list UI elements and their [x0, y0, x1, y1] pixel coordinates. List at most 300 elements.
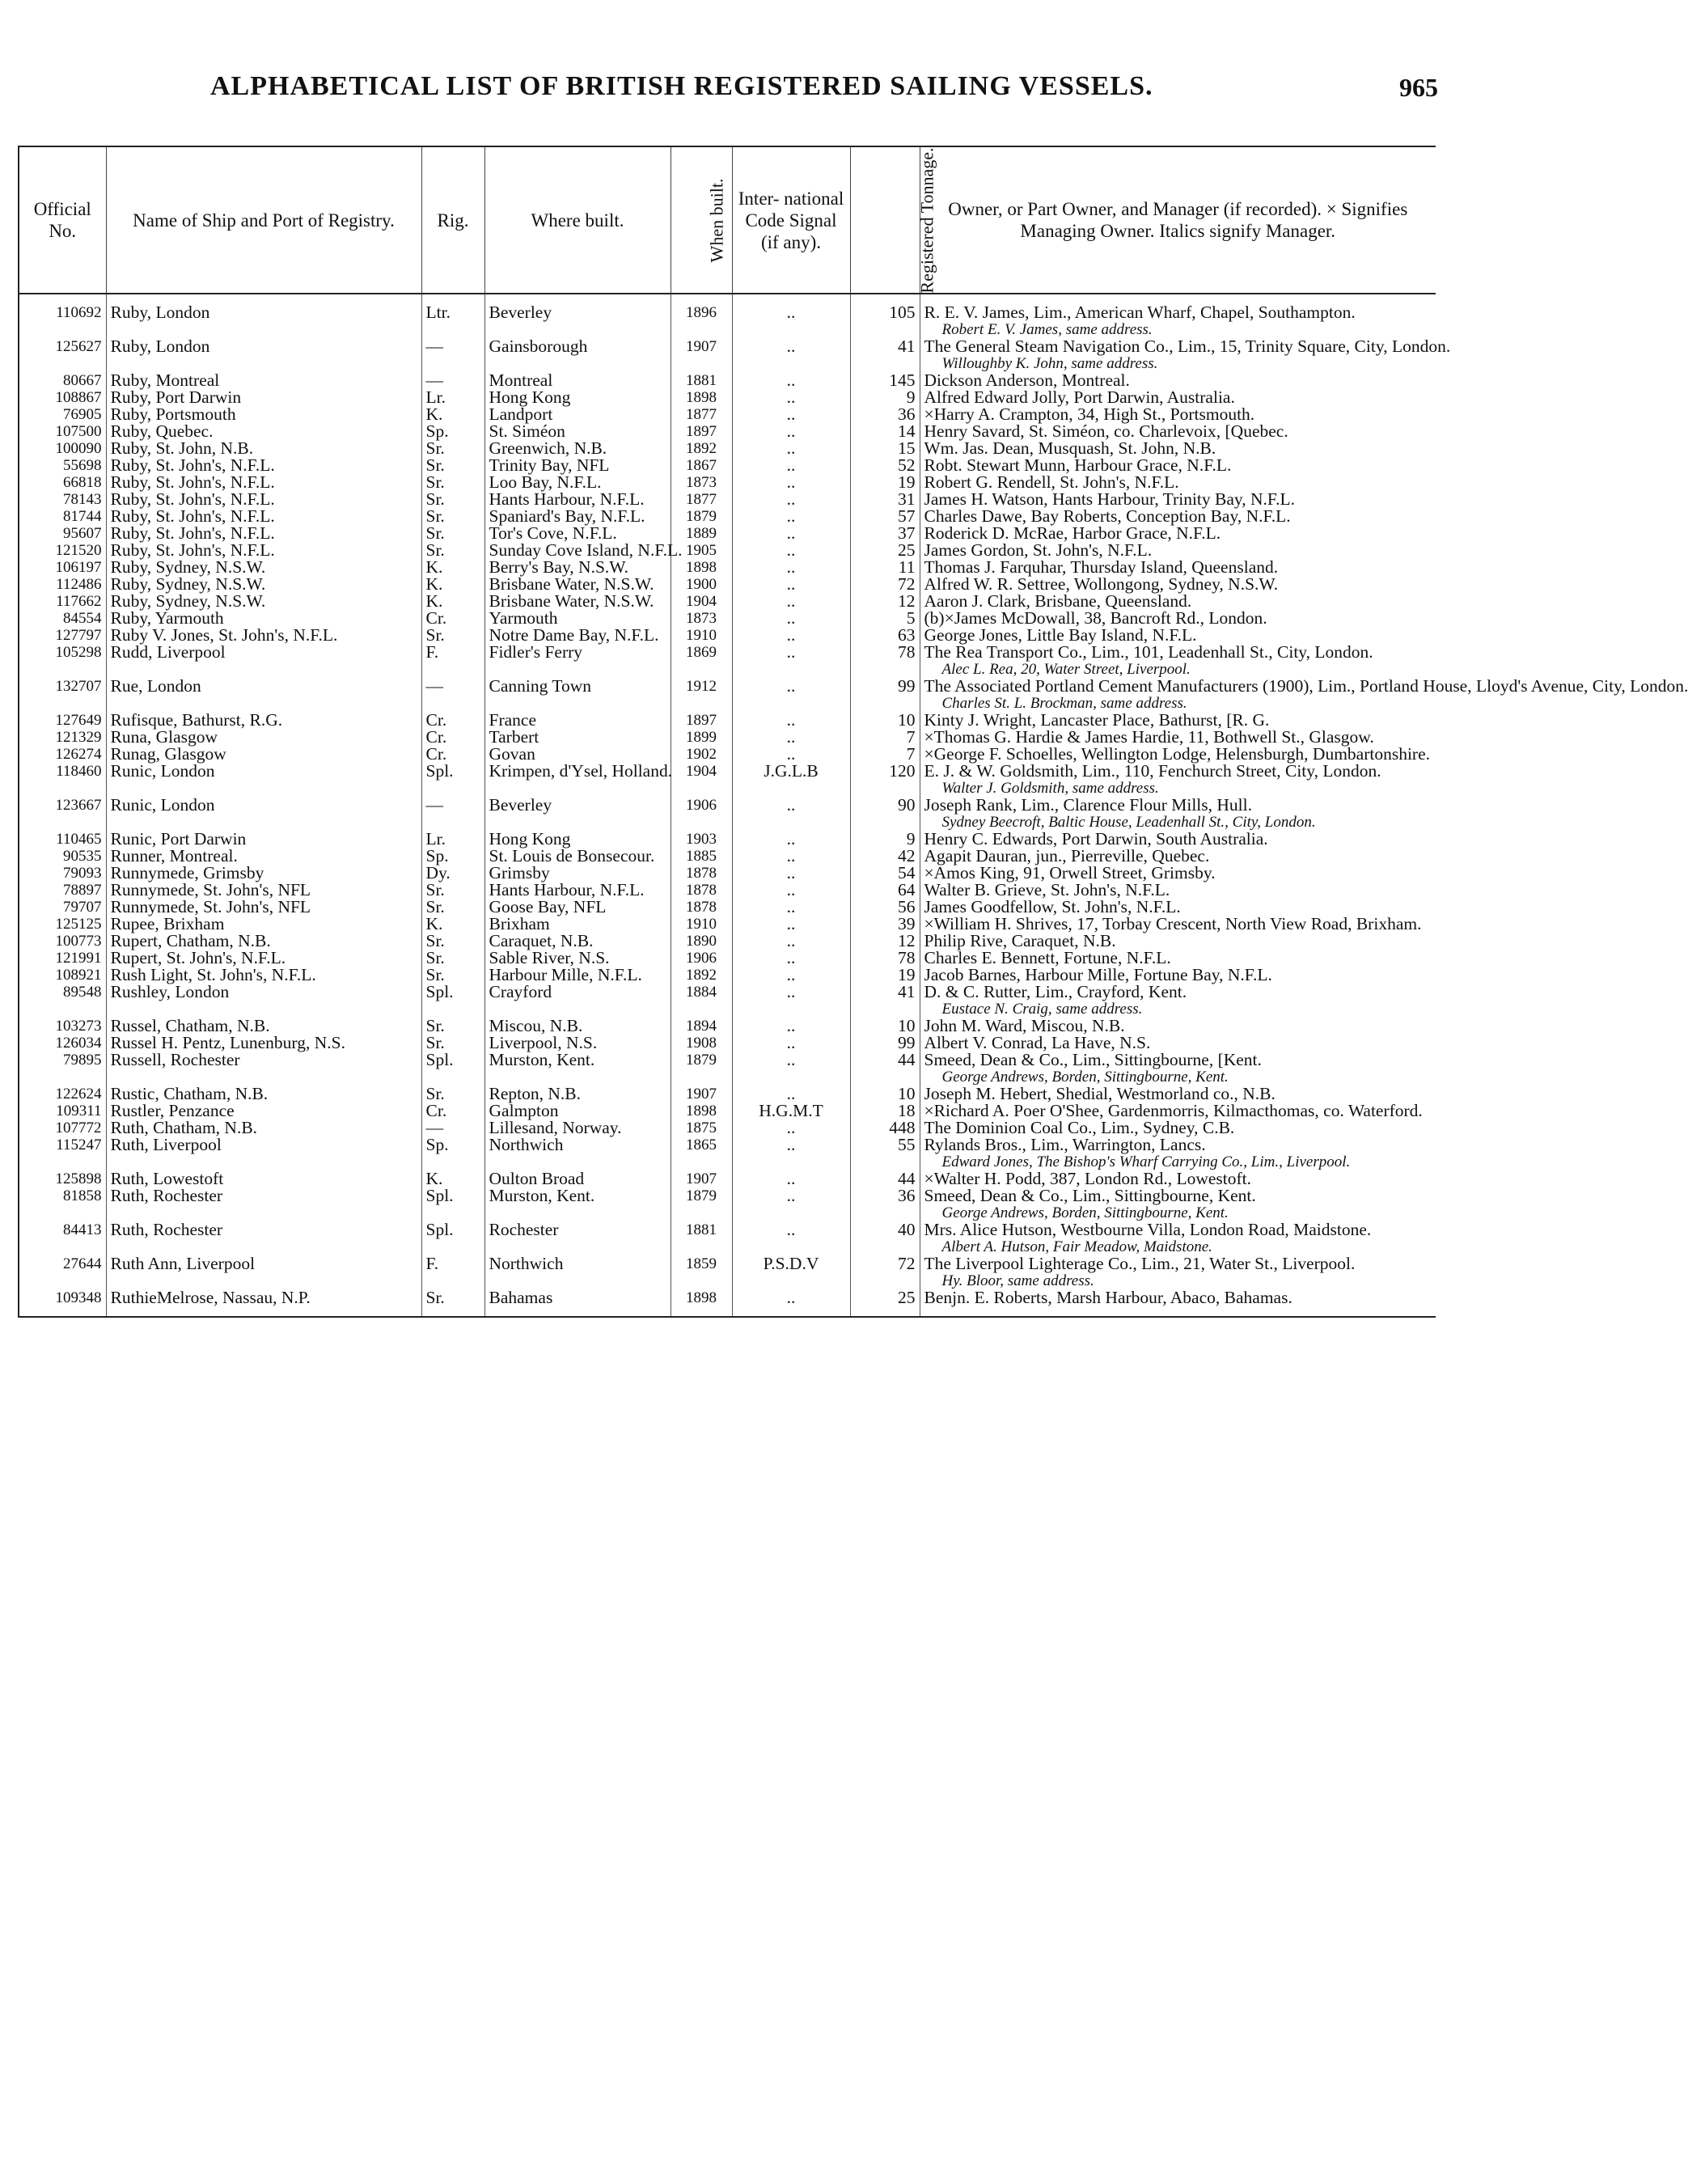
rig: Spl.: [421, 1221, 484, 1255]
where-built: Miscou, N.B.: [484, 1018, 671, 1035]
tonnage: 37: [850, 525, 920, 542]
official-no: 84554: [19, 610, 106, 627]
when-built: 1912: [671, 678, 732, 712]
ship-name: Rupert, Chatham, N.B.: [106, 933, 421, 950]
when-built: 1907: [671, 1086, 732, 1103]
official-no: 127797: [19, 627, 106, 644]
vessel-rows: [19, 294, 1688, 1317]
ship-name: Ruby, Montreal: [106, 372, 421, 389]
tonnage: 120: [850, 763, 920, 797]
owner: The Dominion Coal Co., Lim., Sydney, C.B.: [924, 1118, 1235, 1137]
rig: K.: [421, 1170, 484, 1187]
where-built: Murston, Kent.: [484, 1052, 671, 1086]
tonnage: 55: [850, 1136, 920, 1170]
rig: Lr.: [421, 389, 484, 406]
official-no: 108867: [19, 389, 106, 406]
vessel-row: [19, 984, 1436, 1018]
owner: ×George F. Schoelles, Wellington Lodge, Helensburgh, Dumbartonshire.: [924, 744, 1431, 764]
owner: Joseph Rank, Lim., Clarence Flour Mills, Hull.: [924, 795, 1252, 815]
owner: Robert G. Rendell, St. John's, N.F.L.: [924, 472, 1179, 492]
rig: Spl.: [421, 763, 484, 797]
signal: ..: [732, 1187, 850, 1221]
where-built: France: [484, 712, 671, 729]
official-no: 110465: [19, 831, 106, 848]
signal: ..: [732, 593, 850, 610]
owner-cell: [920, 984, 1436, 1018]
vessel-row: [19, 899, 1436, 916]
signal: ..: [732, 746, 850, 763]
official-no: 121329: [19, 729, 106, 746]
where-built: Govan: [484, 746, 671, 763]
where-built: Trinity Bay, NFL: [484, 457, 671, 474]
owner-cell: [920, 457, 1436, 474]
ship-name: Ruby, St. John's, N.F.L.: [106, 457, 421, 474]
tonnage: 448: [850, 1120, 920, 1136]
signal: ..: [732, 1086, 850, 1103]
signal: ..: [732, 831, 850, 848]
signal: P.S.D.V: [732, 1255, 850, 1289]
when-built: 1903: [671, 831, 732, 848]
tonnage: 44: [850, 1170, 920, 1187]
signal: ..: [732, 1170, 850, 1187]
owner: Alfred Edward Jolly, Port Darwin, Australia.: [924, 387, 1235, 407]
where-built: St. Louis de Bonsecour.: [484, 848, 671, 865]
official-no: 115247: [19, 1136, 106, 1170]
vessel-row: [19, 542, 1436, 559]
vessel-row: [19, 797, 1436, 831]
official-no: 125898: [19, 1170, 106, 1187]
vessel-row: [19, 865, 1436, 882]
ship-name: Ruth, Rochester: [106, 1221, 421, 1255]
owner: Agapit Dauran, jun., Pierreville, Quebec.: [924, 846, 1210, 866]
rig: Sr.: [421, 950, 484, 967]
official-no: 110692: [19, 294, 106, 338]
tonnage: 19: [850, 474, 920, 491]
signal: ..: [732, 627, 850, 644]
where-built: Rochester: [484, 1221, 671, 1255]
tonnage: 56: [850, 899, 920, 916]
signal: ..: [732, 712, 850, 729]
manager: Hy. Bloor, same address.: [941, 1272, 1094, 1289]
signal: ..: [732, 797, 850, 831]
owner: James H. Watson, Hants Harbour, Trinity Bay, N.F.L.: [924, 489, 1296, 509]
where-built: Beverley: [484, 797, 671, 831]
rig: K.: [421, 576, 484, 593]
when-built: 1908: [671, 1035, 732, 1052]
when-built: 1898: [671, 559, 732, 576]
vessel-row: [19, 1086, 1436, 1103]
ship-name: Ruby, St. John's, N.F.L.: [106, 491, 421, 508]
owner: Henry Savard, St. Siméon, co. Charlevoix, [Quebec.: [924, 421, 1288, 441]
tonnage: 52: [850, 457, 920, 474]
tonnage: 78: [850, 644, 920, 678]
where-built: Beverley: [484, 294, 671, 338]
when-built: 1878: [671, 865, 732, 882]
owner-cell: [920, 1255, 1436, 1289]
tonnage: 14: [850, 423, 920, 440]
when-built: 1869: [671, 644, 732, 678]
owner: Benjn. E. Roberts, Marsh Harbour, Abaco, Bahamas.: [924, 1288, 1292, 1307]
when-built: 1879: [671, 1052, 732, 1086]
signal: ..: [732, 1221, 850, 1255]
owner-cell: [920, 1086, 1436, 1103]
ship-name: Rustic, Chatham, N.B.: [106, 1086, 421, 1103]
owner: Smeed, Dean & Co., Lim., Sittingbourne, Kent.: [924, 1186, 1256, 1205]
tonnage: 44: [850, 1052, 920, 1086]
owner: ×Amos King, 91, Orwell Street, Grimsby.: [924, 863, 1216, 882]
where-built: Hong Kong: [484, 831, 671, 848]
manager: Albert A. Hutson, Fair Meadow, Maidstone.: [941, 1238, 1212, 1255]
vessel-register-table: [18, 146, 1688, 1318]
ship-name: Ruth, Lowestoft: [106, 1170, 421, 1187]
vessel-row: [19, 1136, 1436, 1170]
where-built: Brixham: [484, 916, 671, 933]
official-no: 95607: [19, 525, 106, 542]
when-built: 1907: [671, 338, 732, 372]
manager: Robert E. V. James, same address.: [941, 321, 1153, 338]
rig: —: [421, 372, 484, 389]
where-built: Canning Town: [484, 678, 671, 712]
tonnage: 10: [850, 1018, 920, 1035]
tonnage: 9: [850, 389, 920, 406]
rig: Sr.: [421, 933, 484, 950]
ship-name: Runic, Port Darwin: [106, 831, 421, 848]
col-when-built-label: When built.: [705, 178, 726, 262]
signal: ..: [732, 491, 850, 508]
ship-name: Runnymede, St. John's, NFL: [106, 882, 421, 899]
official-no: 78897: [19, 882, 106, 899]
rig: Spl.: [421, 984, 484, 1018]
owner: Robt. Stewart Munn, Harbour Grace, N.F.L.: [924, 455, 1232, 475]
col-name-port: Name of Ship and Port of Registry.: [106, 146, 421, 294]
where-built: Crayford: [484, 984, 671, 1018]
manager: George Andrews, Borden, Sittingbourne, Kent.: [941, 1204, 1229, 1221]
col-signal: Inter- national Code Signal (if any).: [732, 146, 850, 294]
owner: Roderick D. McRae, Harbor Grace, N.F.L.: [924, 523, 1221, 543]
where-built: Harbour Mille, N.F.L.: [484, 967, 671, 984]
ship-name: Russel H. Pentz, Lunenburg, N.S.: [106, 1035, 421, 1052]
when-built: 1904: [671, 763, 732, 797]
where-built: Hong Kong: [484, 389, 671, 406]
when-built: 1910: [671, 627, 732, 644]
vessel-row: [19, 916, 1436, 933]
owner: Aaron J. Clark, Brisbane, Queensland.: [924, 591, 1192, 611]
signal: H.G.M.T: [732, 1103, 850, 1120]
rig: Lr.: [421, 831, 484, 848]
where-built: Brisbane Water, N.S.W.: [484, 593, 671, 610]
col-rig: Rig.: [421, 146, 484, 294]
owner-cell: [920, 712, 1436, 729]
tonnage: 25: [850, 542, 920, 559]
rig: Ltr.: [421, 294, 484, 338]
ship-name: Ruby, Sydney, N.S.W.: [106, 559, 421, 576]
vessel-row: [19, 1018, 1436, 1035]
rig: Sr.: [421, 440, 484, 457]
ship-name: Ruby, St. John, N.B.: [106, 440, 421, 457]
rig: K.: [421, 559, 484, 576]
signal: ..: [732, 406, 850, 423]
official-no: 103273: [19, 1018, 106, 1035]
tonnage: 99: [850, 1035, 920, 1052]
official-no: 79895: [19, 1052, 106, 1086]
vessel-row: [19, 882, 1436, 899]
owner-cell: [920, 525, 1436, 542]
when-built: 1907: [671, 1170, 732, 1187]
vessel-row: [19, 491, 1436, 508]
tonnage: 11: [850, 559, 920, 576]
page-number: 965: [1399, 73, 1438, 102]
ship-name: Runnymede, St. John's, NFL: [106, 899, 421, 916]
ship-name: Ruby, Port Darwin: [106, 389, 421, 406]
vessel-row: [19, 729, 1436, 746]
manager: Charles St. L. Brockman, same address.: [941, 695, 1187, 712]
owner: ×Richard A. Poer O'Shee, Gardenmorris, Kilmacthomas, co. Waterford.: [924, 1101, 1423, 1120]
vessel-row: [19, 1120, 1436, 1136]
owner-cell: [920, 1120, 1436, 1136]
tonnage: 78: [850, 950, 920, 967]
owner-cell: [920, 294, 1436, 338]
when-built: 1897: [671, 423, 732, 440]
vessel-row: [19, 644, 1436, 678]
owner-cell: [920, 576, 1436, 593]
tonnage: 7: [850, 729, 920, 746]
owner-cell: [920, 831, 1436, 848]
signal: ..: [732, 372, 850, 389]
official-no: 122624: [19, 1086, 106, 1103]
rig: Spl.: [421, 1052, 484, 1086]
where-built: St. Siméon: [484, 423, 671, 440]
owner-cell: [920, 423, 1436, 440]
owner: Thomas J. Farquhar, Thursday Island, Queensland.: [924, 557, 1279, 577]
official-no: 66818: [19, 474, 106, 491]
col-owner: Owner, or Part Owner, and Manager (if recorded). × Signifies Managing Owner. Italics signify Manager.: [920, 146, 1436, 294]
ship-name: Ruby, Portsmouth: [106, 406, 421, 423]
vessel-row: [19, 1103, 1436, 1120]
vessel-row: [19, 372, 1436, 389]
official-no: 80667: [19, 372, 106, 389]
when-built: 1896: [671, 294, 732, 338]
vessel-row: [19, 338, 1436, 372]
manager: Sydney Beecroft, Baltic House, Leadenhall St., City, London.: [941, 814, 1316, 831]
ship-name: Ruby, St. John's, N.F.L.: [106, 474, 421, 491]
when-built: 1884: [671, 984, 732, 1018]
ship-name: Rustler, Penzance: [106, 1103, 421, 1120]
owner-cell: [920, 1289, 1436, 1317]
owner-cell: [920, 1136, 1436, 1170]
vessel-row: [19, 576, 1436, 593]
when-built: 1899: [671, 729, 732, 746]
where-built: Murston, Kent.: [484, 1187, 671, 1221]
owner: James Goodfellow, St. John's, N.F.L.: [924, 897, 1181, 916]
where-built: Yarmouth: [484, 610, 671, 627]
owner: Joseph M. Hebert, Shedial, Westmorland co., N.B.: [924, 1084, 1276, 1103]
signal: ..: [732, 984, 850, 1018]
signal: ..: [732, 729, 850, 746]
signal: ..: [732, 294, 850, 338]
vessel-row: [19, 1035, 1436, 1052]
owner: Jacob Barnes, Harbour Mille, Fortune Bay, N.F.L.: [924, 965, 1272, 984]
vessel-row: [19, 406, 1436, 423]
when-built: 1878: [671, 882, 732, 899]
signal: ..: [732, 967, 850, 984]
tonnage: 99: [850, 678, 920, 712]
when-built: 1889: [671, 525, 732, 542]
where-built: Lillesand, Norway.: [484, 1120, 671, 1136]
ship-name: Rupee, Brixham: [106, 916, 421, 933]
when-built: 1905: [671, 542, 732, 559]
owner-cell: [920, 916, 1436, 933]
owner: Philip Rive, Caraquet, N.B.: [924, 931, 1116, 950]
tonnage: 36: [850, 1187, 920, 1221]
rig: Sp.: [421, 848, 484, 865]
official-no: 79707: [19, 899, 106, 916]
vessel-row: [19, 712, 1436, 729]
signal: ..: [732, 1018, 850, 1035]
owner-cell: [920, 372, 1436, 389]
owner-cell: [920, 746, 1436, 763]
official-no: 81858: [19, 1187, 106, 1221]
where-built: Caraquet, N.B.: [484, 933, 671, 950]
manager: Eustace N. Craig, same address.: [941, 1001, 1143, 1018]
where-built: Fidler's Ferry: [484, 644, 671, 678]
signal: ..: [732, 933, 850, 950]
where-built: Bahamas: [484, 1289, 671, 1317]
official-no: 126274: [19, 746, 106, 763]
ship-name: Ruby, London: [106, 338, 421, 372]
ship-name: Rupert, St. John's, N.F.L.: [106, 950, 421, 967]
where-built: Montreal: [484, 372, 671, 389]
vessel-row: [19, 831, 1436, 848]
tonnage: 36: [850, 406, 920, 423]
tonnage: 72: [850, 1255, 920, 1289]
official-no: 112486: [19, 576, 106, 593]
signal: ..: [732, 1052, 850, 1086]
signal: ..: [732, 1035, 850, 1052]
tonnage: 12: [850, 593, 920, 610]
rig: Cr.: [421, 1103, 484, 1120]
col-where-built: Where built.: [484, 146, 671, 294]
manager: Alec L. Rea, 20, Water Street, Liverpool.: [941, 661, 1191, 678]
owner: The Liverpool Lighterage Co., Lim., 21, Water St., Liverpool.: [924, 1254, 1356, 1273]
page-header: [0, 71, 1456, 112]
when-built: 1898: [671, 389, 732, 406]
rig: —: [421, 338, 484, 372]
owner: Dickson Anderson, Montreal.: [924, 370, 1130, 390]
owner: ×Harry A. Crampton, 34, High St., Portsmouth.: [924, 404, 1255, 424]
ship-name: Runner, Montreal.: [106, 848, 421, 865]
signal: ..: [732, 899, 850, 916]
rig: Sr.: [421, 491, 484, 508]
rig: Sr.: [421, 882, 484, 899]
official-no: 118460: [19, 763, 106, 797]
rig: Sr.: [421, 457, 484, 474]
owner-cell: [920, 950, 1436, 967]
owner-cell: [920, 406, 1436, 423]
when-built: 1879: [671, 508, 732, 525]
where-built: Hants Harbour, N.F.L.: [484, 491, 671, 508]
official-no: 117662: [19, 593, 106, 610]
owner-cell: [920, 729, 1436, 746]
vessel-row: [19, 1052, 1436, 1086]
official-no: 89548: [19, 984, 106, 1018]
where-built: Loo Bay, N.F.L.: [484, 474, 671, 491]
rig: F.: [421, 644, 484, 678]
ship-name: Ruth, Liverpool: [106, 1136, 421, 1170]
ship-name: Ruth, Rochester: [106, 1187, 421, 1221]
owner-cell: [920, 797, 1436, 831]
owner: Kinty J. Wright, Lancaster Place, Bathurst, [R. G.: [924, 710, 1270, 730]
rig: Sr.: [421, 899, 484, 916]
rig: Cr.: [421, 729, 484, 746]
owner-cell: [920, 763, 1436, 797]
rig: Sr.: [421, 967, 484, 984]
rig: Sr.: [421, 508, 484, 525]
tonnage: 25: [850, 1289, 920, 1317]
when-built: 1897: [671, 712, 732, 729]
tonnage: 12: [850, 933, 920, 950]
tonnage: 10: [850, 712, 920, 729]
where-built: Goose Bay, NFL: [484, 899, 671, 916]
owner-cell: [920, 440, 1436, 457]
owner-cell: [920, 967, 1436, 984]
owner: (b)×James McDowall, 38, Bancroft Rd., London.: [924, 608, 1267, 628]
rig: Sr.: [421, 1086, 484, 1103]
where-built: Spaniard's Bay, N.F.L.: [484, 508, 671, 525]
ship-name: Ruby, Sydney, N.S.W.: [106, 593, 421, 610]
vessel-row: [19, 627, 1436, 644]
vessel-row: [19, 1255, 1436, 1289]
owner: Mrs. Alice Hutson, Westbourne Villa, London Road, Maidstone.: [924, 1220, 1372, 1239]
ship-name: Rush Light, St. John's, N.F.L.: [106, 967, 421, 984]
ship-name: RuthieMelrose, Nassau, N.P.: [106, 1289, 421, 1317]
when-built: 1892: [671, 440, 732, 457]
rig: Sr.: [421, 474, 484, 491]
tonnage: 63: [850, 627, 920, 644]
owner: Smeed, Dean & Co., Lim., Sittingbourne, [Kent.: [924, 1050, 1262, 1069]
where-built: Oulton Broad: [484, 1170, 671, 1187]
signal: ..: [732, 1120, 850, 1136]
when-built: 1910: [671, 916, 732, 933]
vessel-row: [19, 678, 1436, 712]
vessel-row: [19, 848, 1436, 865]
official-no: 90535: [19, 848, 106, 865]
signal: ..: [732, 644, 850, 678]
ship-name: Ruby, Quebec.: [106, 423, 421, 440]
owner-cell: [920, 474, 1436, 491]
where-built: Tarbert: [484, 729, 671, 746]
ship-name: Ruby, St. John's, N.F.L.: [106, 542, 421, 559]
tonnage: 7: [850, 746, 920, 763]
ship-name: Rufisque, Bathurst, R.G.: [106, 712, 421, 729]
owner-cell: [920, 559, 1436, 576]
vessel-row: [19, 474, 1436, 491]
where-built: Galmpton: [484, 1103, 671, 1120]
where-built: Repton, N.B.: [484, 1086, 671, 1103]
rig: Sr.: [421, 627, 484, 644]
signal: ..: [732, 610, 850, 627]
where-built: Liverpool, N.S.: [484, 1035, 671, 1052]
rig: —: [421, 1120, 484, 1136]
rig: Sp.: [421, 1136, 484, 1170]
official-no: 100773: [19, 933, 106, 950]
owner-cell: [920, 1170, 1436, 1187]
owner: James Gordon, St. John's, N.F.L.: [924, 540, 1153, 560]
rig: F.: [421, 1255, 484, 1289]
owner-cell: [920, 1018, 1436, 1035]
where-built: Hants Harbour, N.F.L.: [484, 882, 671, 899]
official-no: 121520: [19, 542, 106, 559]
owner: ×William H. Shrives, 17, Torbay Crescent, North View Road, Brixham.: [924, 914, 1422, 933]
